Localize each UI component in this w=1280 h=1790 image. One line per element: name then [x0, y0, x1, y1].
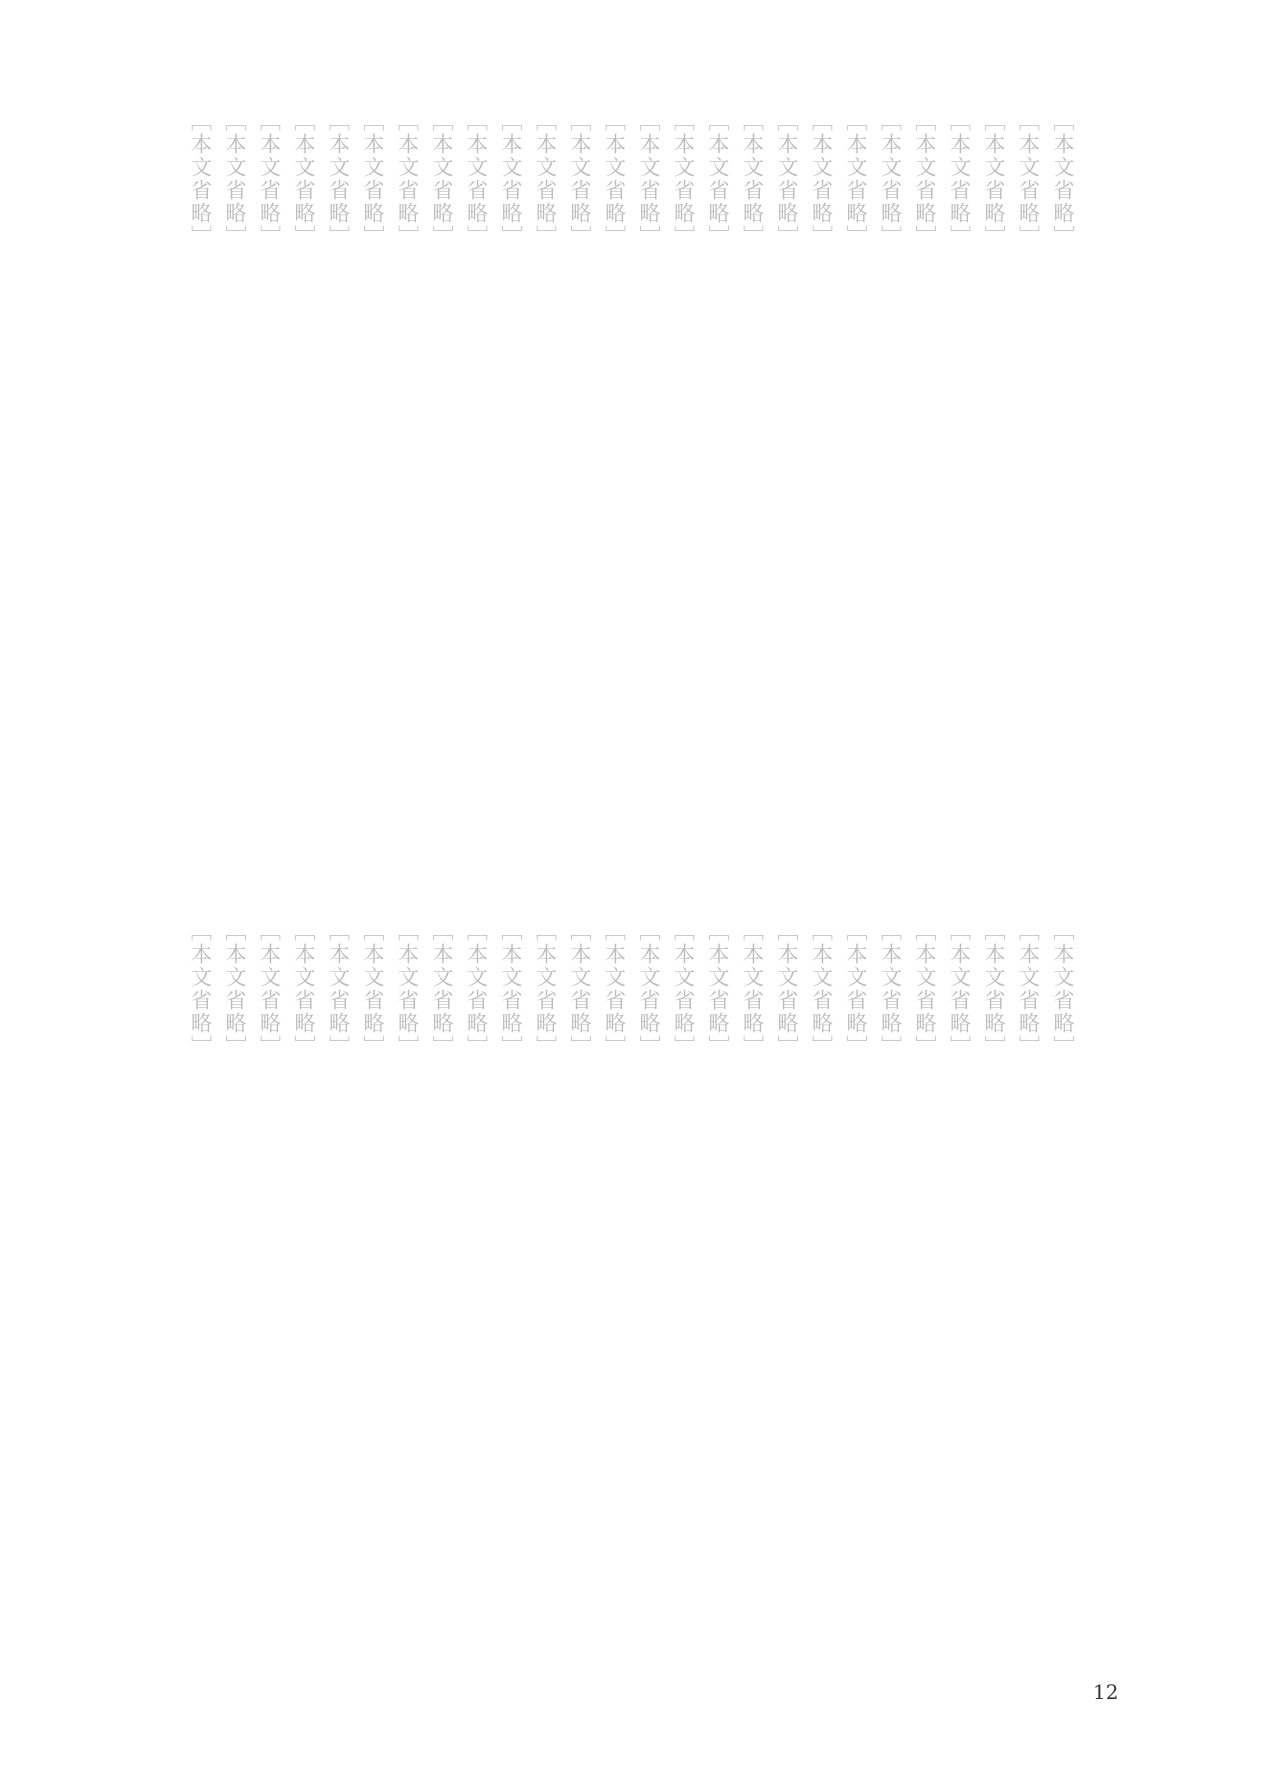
text-column: ［本文省略］ — [878, 920, 903, 1058]
text-column: ［本文省略］ — [188, 110, 213, 248]
text-column: ［本文省略］ — [1051, 920, 1075, 1058]
text-column: ［本文省略］ — [533, 920, 558, 1058]
text-column: ［本文省略］ — [430, 110, 454, 248]
text-column: ［本文省略］ — [568, 110, 592, 248]
upper-text-block — [160, 110, 1080, 870]
text-column: ［本文省略］ — [326, 110, 351, 248]
text-column: ［本文省略］ — [223, 110, 247, 248]
text-column: ［本文省略］ — [913, 110, 937, 248]
text-column: ［本文省略］ — [947, 920, 972, 1058]
text-column: ［本文省略］ — [982, 110, 1006, 248]
text-column: ［本文省略］ — [844, 920, 868, 1058]
text-column: ［本文省略］ — [499, 110, 523, 248]
text-column: ［本文省略］ — [602, 110, 627, 248]
text-column: ［本文省略］ — [430, 920, 454, 1058]
text-column: ［本文省略］ — [292, 920, 316, 1058]
text-column: ［本文省略］ — [361, 920, 385, 1058]
text-column: ［本文省略］ — [188, 920, 213, 1058]
text-column: ［本文省略］ — [533, 110, 558, 248]
text-column: ［本文省略］ — [1016, 110, 1041, 248]
text-column: ［本文省略］ — [740, 920, 765, 1058]
text-column: ［本文省略］ — [947, 110, 972, 248]
text-column: ［本文省略］ — [913, 920, 937, 1058]
text-column: ［本文省略］ — [257, 920, 282, 1058]
text-column: ［本文省略］ — [326, 920, 351, 1058]
text-column: ［本文省略］ — [602, 920, 627, 1058]
text-column: ［本文省略］ — [844, 110, 868, 248]
text-column: ［本文省略］ — [982, 920, 1006, 1058]
text-column: ［本文省略］ — [223, 920, 247, 1058]
text-column: ［本文省略］ — [809, 110, 834, 248]
text-column: ［本文省略］ — [464, 920, 489, 1058]
text-column: ［本文省略］ — [775, 920, 799, 1058]
text-column: ［本文省略］ — [361, 110, 385, 248]
text-column: ［本文省略］ — [775, 110, 799, 248]
text-column: ［本文省略］ — [568, 920, 592, 1058]
text-column: ［本文省略］ — [395, 110, 420, 248]
text-column: ［本文省略］ — [878, 110, 903, 248]
lower-text-block — [160, 920, 1080, 1680]
text-column: ［本文省略］ — [292, 110, 316, 248]
text-column: ［本文省略］ — [1051, 110, 1075, 248]
text-column: ［本文省略］ — [1016, 920, 1041, 1058]
text-column: ［本文省略］ — [464, 110, 489, 248]
text-column: ［本文省略］ — [395, 920, 420, 1058]
page-number: 12 — [1093, 1680, 1119, 1704]
text-column: ［本文省略］ — [706, 110, 730, 248]
text-column: ［本文省略］ — [637, 110, 661, 248]
text-column: ［本文省略］ — [499, 920, 523, 1058]
text-column: ［本文省略］ — [740, 110, 765, 248]
text-column: ［本文省略］ — [637, 920, 661, 1058]
text-column: ［本文省略］ — [671, 920, 696, 1058]
text-column: ［本文省略］ — [706, 920, 730, 1058]
text-column: ［本文省略］ — [671, 110, 696, 248]
text-column: ［本文省略］ — [257, 110, 282, 248]
text-column: ［本文省略］ — [809, 920, 834, 1058]
